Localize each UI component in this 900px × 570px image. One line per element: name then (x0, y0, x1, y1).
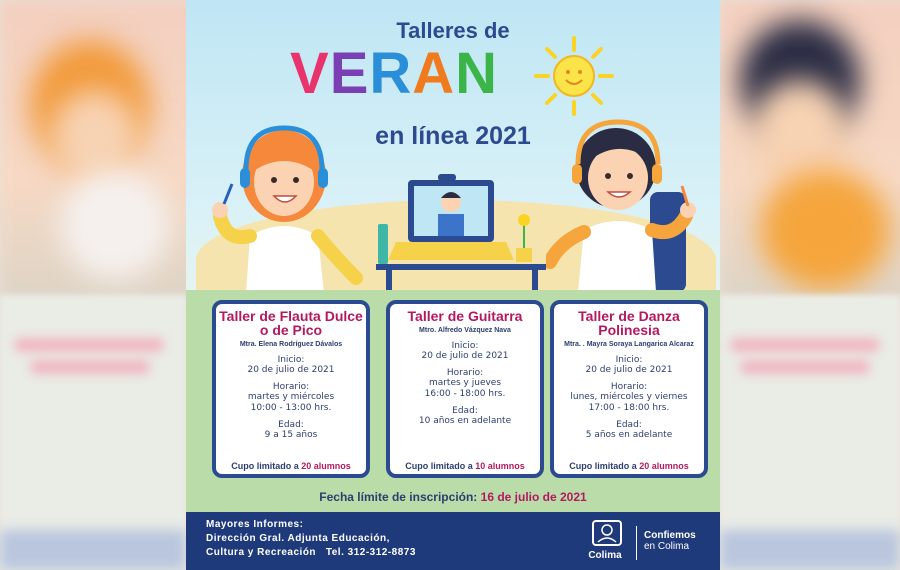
title-line-1: Talleres de (396, 18, 510, 43)
workshop-teacher: Mtra. . Mayra Soraya Langarica Alcaraz (564, 341, 694, 348)
colima-logo-text: Colima (588, 550, 622, 561)
deadline-date: 16 de julio de 2021 (480, 490, 587, 504)
verano-letter-e: E (329, 41, 370, 106)
inicio-value: 20 de julio de 2021 (421, 351, 509, 361)
workshop-title: Taller de Danza Polinesia (578, 308, 680, 338)
registration-deadline (186, 490, 720, 504)
contact-heading: Mayores Informes: (206, 519, 304, 530)
slogan (644, 530, 696, 552)
cupo-limit (390, 461, 540, 471)
edad-label: Edad: (278, 420, 304, 430)
girl-illustration (206, 118, 366, 293)
flower-icon (516, 214, 532, 262)
horario-days: martes y jueves (428, 378, 502, 388)
edad-value: 5 años en adelante (585, 430, 673, 440)
horario-label: Horario: (446, 368, 484, 378)
deadline-label: Fecha límite de inscripción: (319, 490, 478, 504)
boy-illustration (546, 112, 716, 292)
workshop-card-danza (550, 300, 708, 478)
workshop-card-flauta (212, 300, 370, 478)
cupo-value: 10 alumnos (475, 461, 525, 471)
footer-bar (186, 512, 720, 570)
blurred-side-left (0, 0, 186, 570)
workshop-teacher: Mtra. Elena Rodríguez Dávalos (239, 341, 343, 348)
verano-letter-v: V (290, 41, 330, 106)
horario-time: 10:00 - 13:00 hrs. (250, 403, 332, 413)
edad-label: Edad: (452, 406, 478, 416)
edad-value: 10 años en adelante (418, 416, 512, 426)
title-line-3: en línea 2021 (375, 122, 531, 150)
cupo-prefix: Cupo limitado a (231, 461, 299, 471)
cupo-value: 20 alumnos (301, 461, 351, 471)
workshop-title: Taller de Guitarra (407, 308, 523, 324)
horario-days: lunes, miércoles y viernes (570, 392, 688, 402)
verano-letter-a: A (412, 41, 456, 106)
cupo-prefix: Cupo limitado a (405, 461, 473, 471)
contact-line-1: Dirección Gral. Adjunta Educación, (206, 533, 390, 544)
laptop-icon (356, 168, 556, 290)
inicio-value: 20 de julio de 2021 (247, 365, 335, 375)
inicio-label: Inicio: (277, 355, 305, 365)
cupo-limit (216, 461, 366, 471)
cupo-value: 20 alumnos (639, 461, 689, 471)
blurred-side-right (720, 0, 900, 570)
contact-line-2: Cultura y Recreación Tel. 312-312-8873 (206, 547, 416, 558)
horario-time: 16:00 - 18:00 hrs. (424, 389, 506, 399)
poster (186, 0, 720, 570)
cupo-prefix: Cupo limitado a (569, 461, 637, 471)
colima-logo-icon (590, 518, 624, 548)
horario-time: 17:00 - 18:00 hrs. (588, 403, 670, 413)
cupo-limit (554, 461, 704, 471)
slogan-sub: en Colima (644, 541, 690, 552)
contact-info (206, 518, 416, 560)
horario-label: Horario: (610, 382, 648, 392)
workshop-title: Taller de Flauta Dulce o de Pico (219, 308, 363, 338)
workshop-teacher: Mtro. Alfredo Vázquez Nava (419, 327, 511, 334)
title-verano (290, 40, 498, 107)
edad-label: Edad: (616, 420, 642, 430)
pencil-icon (224, 184, 232, 204)
workshop-card-guitarra (386, 300, 544, 478)
logo-divider (636, 526, 637, 560)
inicio-label: Inicio: (451, 341, 479, 351)
verano-letter-n: N (455, 41, 499, 106)
sun-icon (532, 34, 616, 118)
inicio-label: Inicio: (615, 355, 643, 365)
horario-label: Horario: (272, 382, 310, 392)
verano-letter-r: R (369, 41, 413, 106)
edad-value: 9 a 15 años (264, 430, 318, 440)
horario-days: martes y miércoles (247, 392, 335, 402)
inicio-value: 20 de julio de 2021 (585, 365, 673, 375)
slogan-main: Confiemos (644, 530, 696, 541)
